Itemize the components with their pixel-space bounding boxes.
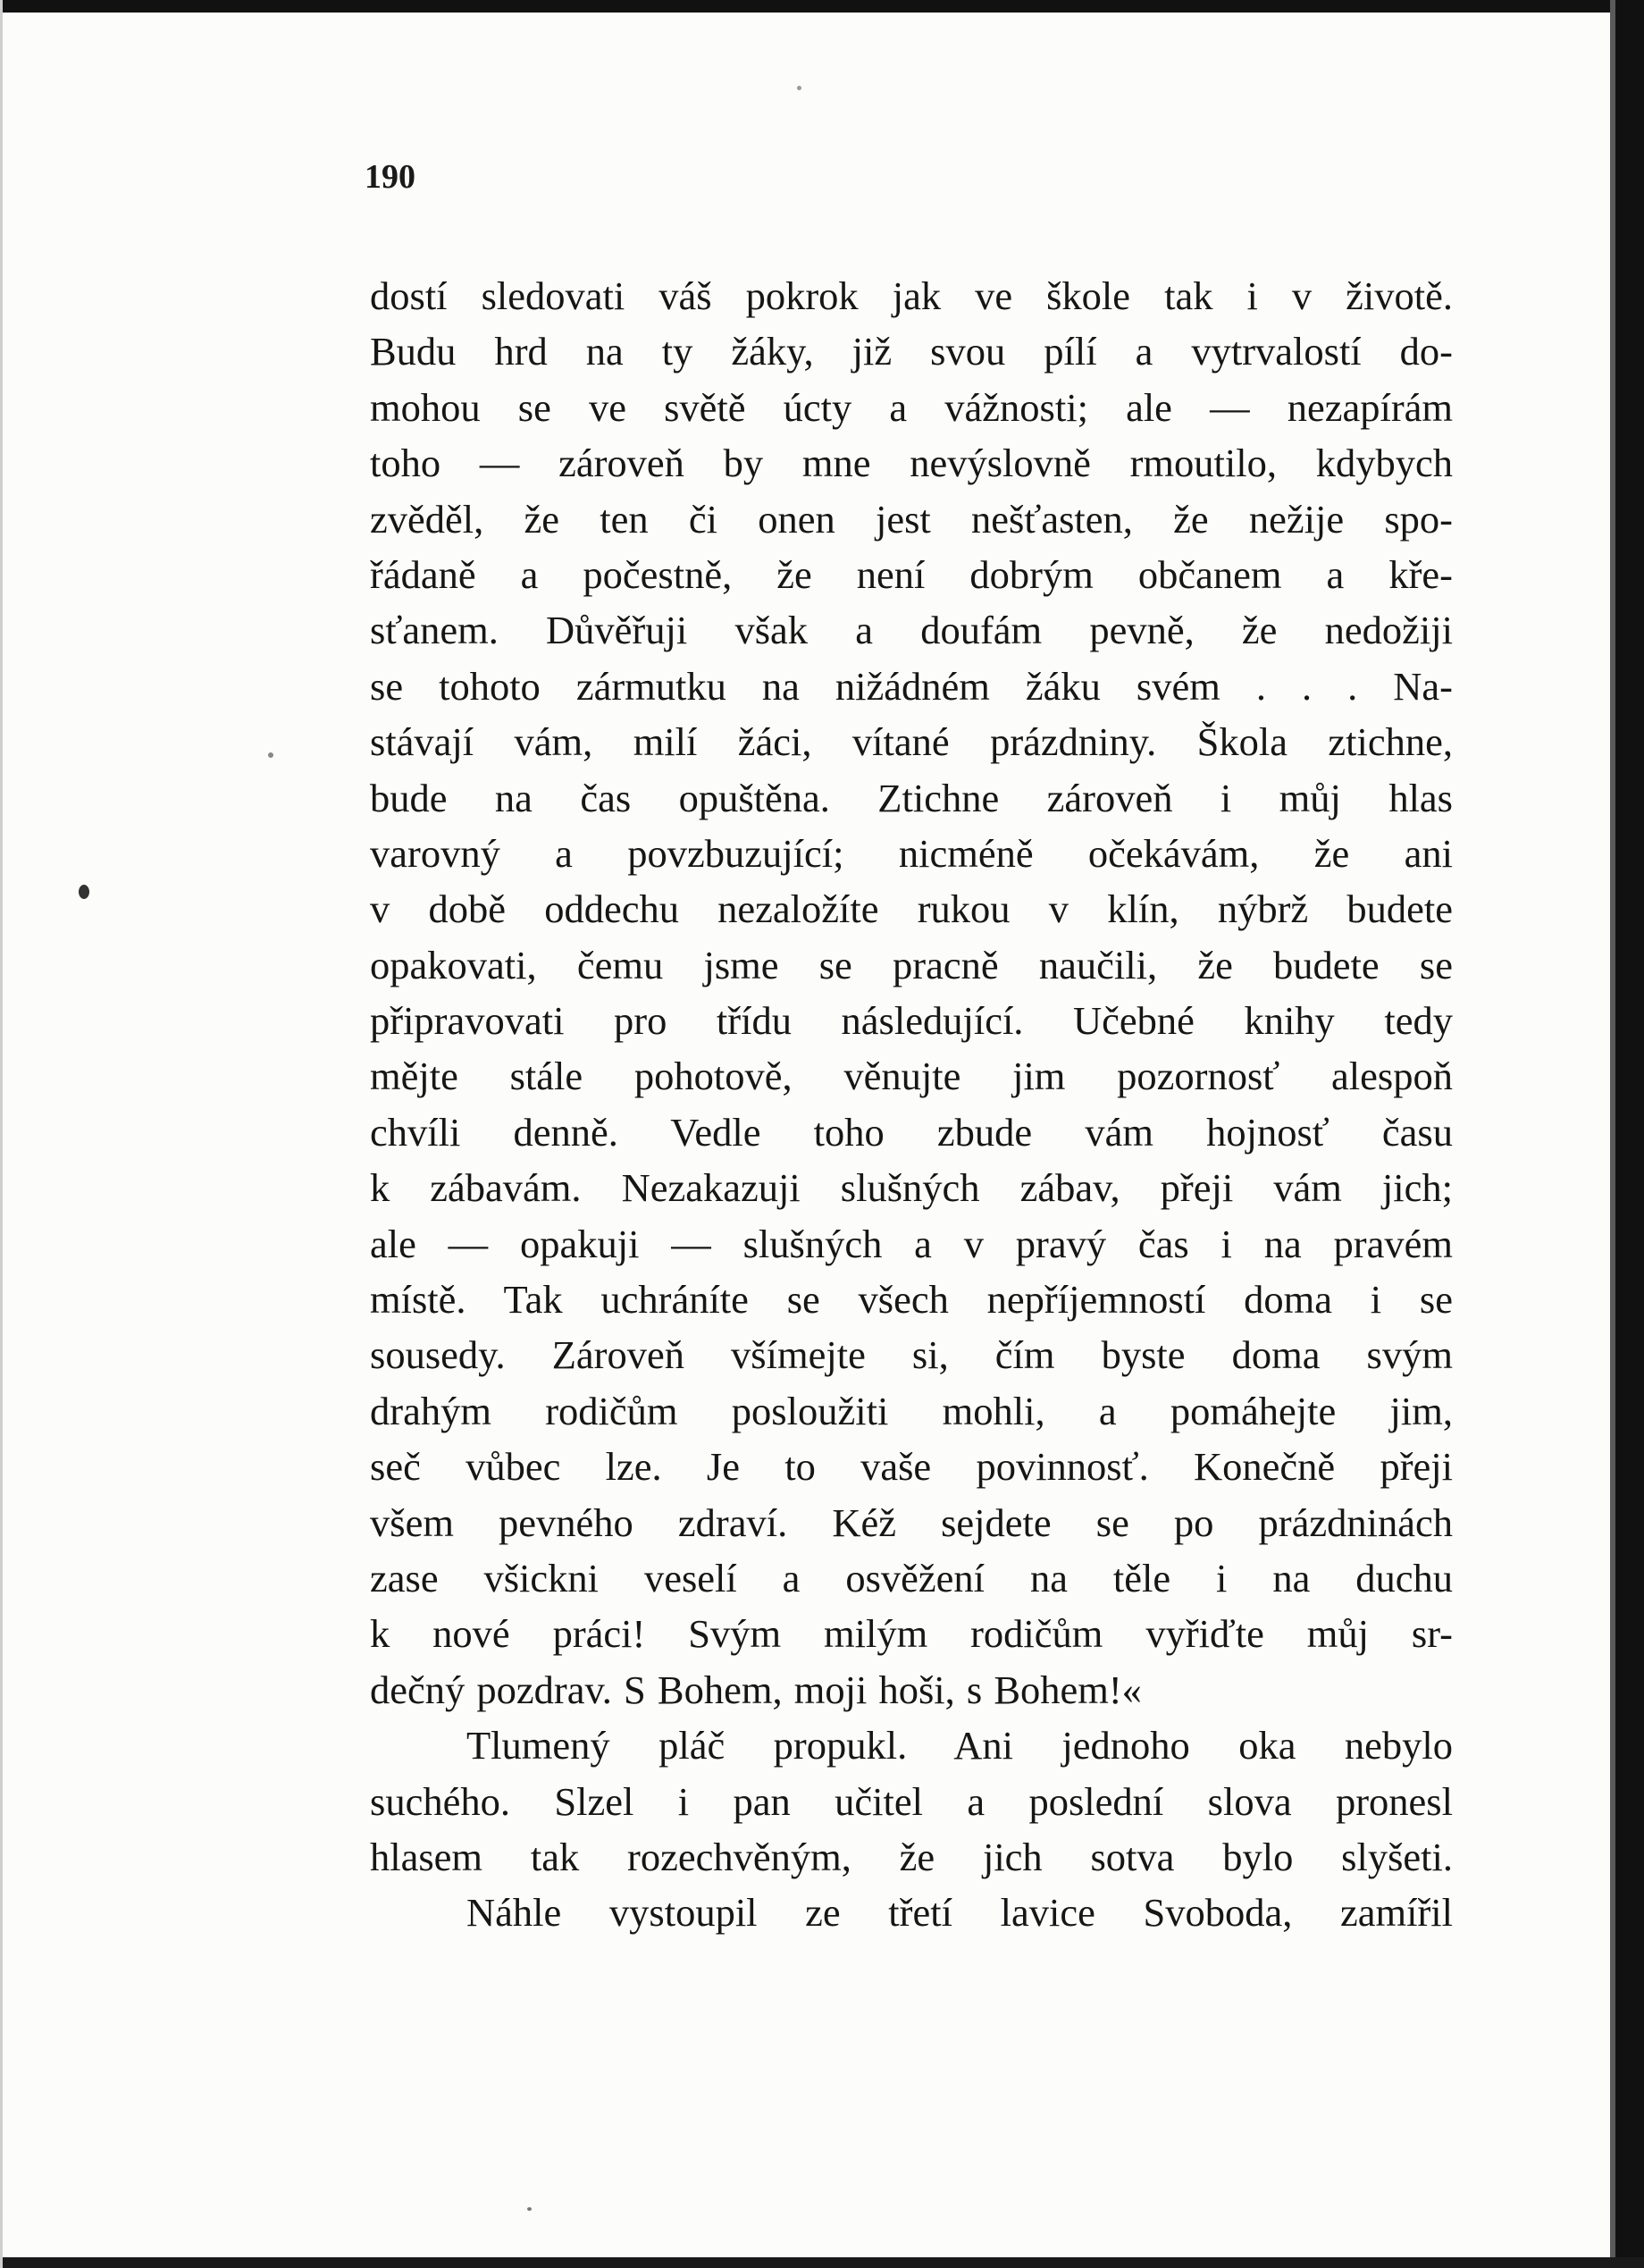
text-line: Náhle vystoupil ze třetí lavice Svoboda, zamířil bbox=[466, 1890, 1453, 1936]
text-line: dečný pozdrav. S Bohem, moji hoši, s Bohem!« bbox=[370, 1667, 1142, 1712]
text-line: seč vůbec lze. Je to vaše povinnosť. Konečně přeji bbox=[370, 1444, 1453, 1490]
text-line: všem pevného zdraví. Kéž sejdete se po prázdninách bbox=[370, 1499, 1453, 1545]
scan-border-left bbox=[0, 0, 3, 2268]
scan-speck bbox=[527, 2207, 532, 2211]
text-line: drahým rodičům posloužiti mohli, a pomáhejte jim, bbox=[370, 1388, 1453, 1433]
page-number: 190 bbox=[365, 158, 415, 196]
text-line: toho — zároveň by mne nevýslovně rmoutilo, kdybych bbox=[370, 441, 1453, 486]
scan-speck bbox=[797, 86, 801, 90]
text-line: varovný a povzbuzující; nicméně očekávám, že ani bbox=[370, 830, 1453, 876]
text-line: mějte stále pohotově, věnujte jim pozornosť alespoň bbox=[370, 1054, 1453, 1099]
text-line: v době oddechu nezaložíte rukou v klín, nýbrž budete bbox=[370, 886, 1453, 932]
text-line: hlasem tak rozechvěným, že jich sotva bylo slyšeti. bbox=[370, 1834, 1453, 1879]
scan-speck bbox=[79, 885, 89, 899]
scan-speck bbox=[268, 752, 273, 758]
text-line: suchého. Slzel i pan učitel a poslední slova pronesl bbox=[370, 1778, 1453, 1824]
text-line: chvíli denně. Vedle toho zbude vám hojnosť času bbox=[370, 1109, 1453, 1155]
text-line: ale — opakuji — slušných a v pravý čas i na pravém bbox=[370, 1221, 1453, 1266]
text-line: k zábavám. Nezakazuji slušných zábav, přeji vám jich; bbox=[370, 1165, 1453, 1211]
text-line: stávají vám, milí žáci, vítané prázdniny. Škola ztichne, bbox=[370, 719, 1453, 765]
text-line: připravovati pro třídu následující. Učebné knihy tedy bbox=[370, 998, 1453, 1044]
text-line: opakovati, čemu jsme se pracně naučili, že budete se bbox=[370, 942, 1453, 987]
text-line: místě. Tak uchráníte se všech nepříjemností doma i se bbox=[370, 1277, 1453, 1323]
scan-border-top bbox=[0, 0, 1644, 13]
text-line: dostí sledovati váš pokrok jak ve škole tak i v životě. bbox=[370, 273, 1453, 318]
text-line: sousedy. Zároveň všímejte si, čím byste doma svým bbox=[370, 1332, 1453, 1378]
text-line: se tohoto zármutku na nižádném žáku svém . . . Na- bbox=[370, 663, 1453, 709]
text-line: Tlumený pláč propukl. Ani jednoho oka nebylo bbox=[466, 1723, 1453, 1768]
text-line: zvěděl, že ten či onen jest nešťasten, že nežije spo- bbox=[370, 496, 1453, 542]
text-line: k nové práci! Svým milým rodičům vyřiďte můj sr- bbox=[370, 1611, 1453, 1657]
scan-border-bottom bbox=[0, 2257, 1644, 2268]
text-line: bude na čas opuštěna. Ztichne zároveň i můj hlas bbox=[370, 775, 1453, 820]
text-line: řádaně a počestně, že není dobrým občanem a kře- bbox=[370, 551, 1453, 597]
body-text bbox=[370, 268, 1453, 1941]
text-line: mohou se ve světě úcty a vážnosti; ale — nezapírám bbox=[370, 384, 1453, 430]
text-line: Budu hrd na ty žáky, již svou pílí a vytrvalostí do- bbox=[370, 329, 1453, 374]
text-line: sťanem. Důvěřuji však a doufám pevně, že nedožiji bbox=[370, 608, 1453, 653]
scan-border-right bbox=[1615, 0, 1644, 2268]
text-line: zase všickni veselí a osvěžení na těle i na duchu bbox=[370, 1555, 1453, 1600]
